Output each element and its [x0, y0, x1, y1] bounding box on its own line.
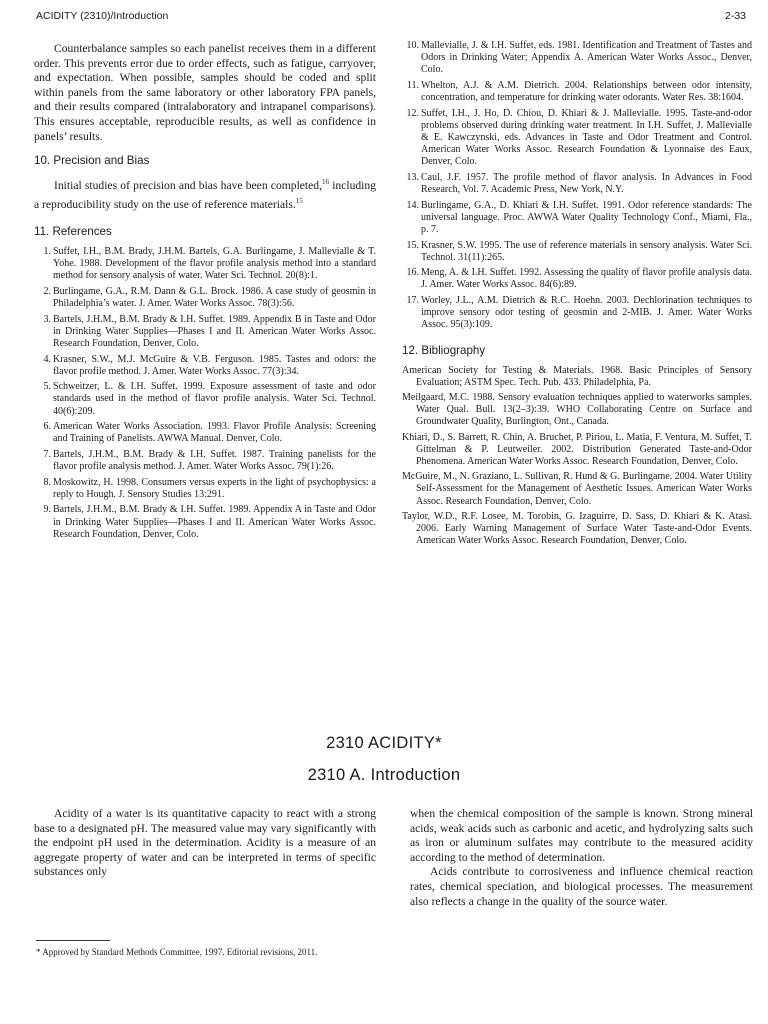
reference-text: Worley, J.L., A.M. Dietrich & R.C. Hoehn. 2003. Dechlorination techniques to improve sensory odor testing of geosmin and 2-MIB. J. Amer. Water Works Assoc. 95(3):109.	[421, 294, 752, 331]
reference-text: Krasner, S.W. 1995. The use of reference materials in sensory analysis. Water Sci. Technol. 31(11):265.	[421, 239, 752, 263]
citation-sup: 16	[322, 178, 329, 187]
reference-text: Krasner, S.W., M.J. McGuire & V.B. Ferguson. 1985. Tastes and odors: the flavor profile method. J. Amer. Water Works Assoc. 77(3):34.	[53, 353, 376, 377]
running-header: ACIDITY (2310)/Introduction	[36, 10, 169, 22]
reference-item	[402, 108, 752, 169]
reference-item	[402, 80, 752, 104]
reference-item	[34, 286, 376, 310]
reference-item	[402, 295, 752, 332]
intro-right-column	[410, 807, 753, 909]
reference-number: 8.	[43, 476, 51, 488]
reference-item	[34, 504, 376, 541]
footnote: * Approved by Standard Methods Committee, 1997. Editorial revisions, 2011.	[36, 947, 318, 957]
section-heading-references: 11. References	[34, 225, 112, 239]
reference-item	[34, 449, 376, 473]
reference-number: 3.	[43, 313, 51, 325]
reference-number: 7.	[43, 448, 51, 460]
reference-text: Bartels, J.H.M., B.M. Brady & I.H. Suffet. 1987. Training panelists for the flavor profile analysis method. J. Amer. Water Works Assoc. 79(1):26.	[53, 448, 376, 473]
reference-number: 14.	[406, 199, 419, 211]
reference-number: 11.	[406, 79, 419, 91]
precision-text: Initial studies of precision and bias have been completed,	[54, 179, 322, 193]
reference-number: 17.	[406, 294, 419, 306]
reference-number: 4.	[43, 353, 51, 365]
reference-number: 2.	[43, 285, 51, 297]
section-title: 2310 ACIDITY*	[326, 734, 442, 752]
reference-text: Whelton, A.J. & A.M. Dietrich. 2004. Relationships between odor intensity, concentration, and temperature for drinking water odorants. Water Res. 38:1604.	[421, 79, 752, 104]
reference-item	[34, 246, 376, 283]
bibliography-entry: Meilgaard, M.C. 1988. Sensory evaluation techniques applied to waterworks samples. Water Qual. Bull. 13(2–3):39. WHO Collaborating Centre on Surface and Groundwater Quality, Burlington, Ont., Canada.	[402, 391, 752, 428]
reference-number: 9.	[43, 504, 51, 516]
reference-text: Schweitzer, L. & I.H. Suffet. 1999. Exposure assessment of taste and odor standards used in the method of flavor profile analysis. Water Sci. Technol. 40(6):209.	[53, 381, 376, 417]
reference-number: 10.	[406, 40, 419, 51]
intro-paragraph: Counterbalance samples so each panelist receives them in a different order. This prevents error due to order effects, such as fatigue, carryover, and expectation. When possible, samples should be coded and split within panels from the same laboratory or other laboratory FPA panels, and their results compared (intralaboratory and intrapanel comparisons). This ensures acceptable, reproducible results, as well as confidence in panels’ results.	[34, 42, 376, 143]
reference-text: Mallevialle, J. & I.H. Suffet, eds. 1981. Identification and Treatment of Tastes and Odors in Drinking Water; Appendix A. American Water Works Assoc., Denver, Colo.	[421, 40, 752, 76]
reference-item	[402, 200, 752, 237]
bibliography-entry: McGuire, M., N. Graziano, L. Sullivan, R. Hund & G. Burlingame. 2004. Water Utility Self-Assessment for the Management of Aesthetic Issues. American Water Works Assoc. Research Foundation, Denver, Colo.	[402, 471, 752, 507]
acids-paragraph: Acids contribute to corrosiveness and influence chemical reaction rates, chemical speciation, and biological processes. The measurement also reflects a change in the quality of the source water.	[410, 865, 753, 908]
reference-list-right	[402, 40, 752, 332]
acidity-paragraph-continued: when the chemical composition of the sample is known. Strong mineral acids, weak acids such as carbonic and acetic, and hydrolyzing salts such as iron or aluminum sulfates may contribute to the measured acidity according to the method of determination.	[410, 807, 753, 864]
bibliography-entry: Khiari, D., S. Barrett, R. Chin, A. Bruchet, P. Piriou, L. Matia, F. Ventura, M. Suffet, T. Gittelman & P. Leutweiler. 2002. Distribution Generated Taste-and-Odor Phenomena. American Water Works Assoc. Research Foundation, Denver, Colo.	[402, 431, 752, 467]
reference-text: Meng, A. & I.H. Suffet. 1992. Assessing the quality of flavor profile analysis data. J. Amer. Water Works Assoc. 84(6):89.	[421, 267, 752, 291]
reference-number: 6.	[43, 421, 51, 433]
reference-item	[402, 172, 752, 196]
reference-text: American Water Works Association. 1993. Flavor Profile Analysis: Screening and Training of Panelists. AWWA Manual. Denver, Colo.	[53, 421, 376, 445]
reference-item	[34, 477, 376, 501]
reference-text: Suffet, I.H., B.M. Brady, J.H.M. Bartels, G.A. Burlingame, J. Mallevialle & T. Yohe. 1988. Development of the flavor profile analysis method into a standard method for sensory analysis of water. Water Sci. Technol. 20(8):1.	[53, 246, 376, 282]
section-heading-bibliography: 12. Bibliography	[402, 343, 486, 357]
subsection-title: 2310 A. Introduction	[307, 766, 461, 784]
acidity-paragraph: Acidity of a water is its quantitative capacity to react with a strong base to a designated pH. The measured value may vary significantly with the endpoint pH used in the determination. Acidity is a measure of an aggregate property of water and can be interpreted in terms of specific substances only	[34, 807, 376, 879]
reference-text: Suffet, I.H., J. Ho, D. Chiou, D. Khiari & J. Mallevialle. 1995. Taste-and-odor problems observed during drinking water treatment. In I.H. Suffet, J. Mallevialle & E. Kawczynski, eds. Advances in Taste and Odor Treatment and Control. American Water Works Assoc. Research Foundation & Lyonnaise des Eaux, Denver, Colo.	[421, 107, 752, 168]
page-number: 2-33	[724, 10, 746, 22]
footnote-rule	[36, 940, 110, 941]
right-column	[402, 40, 752, 550]
reference-number: 13.	[406, 171, 419, 183]
intro-left-column	[34, 807, 376, 880]
reference-number: 1.	[43, 246, 51, 258]
precision-text-2: including a reproducibility study on the use of reference materials.	[34, 179, 376, 211]
reference-item	[34, 381, 376, 418]
citation-sup: 15	[295, 196, 303, 205]
reference-text: Burlingame, G.A., R.M. Dann & G.L. Brock. 1986. A case study of geosmin in Philadelphia’s water. J. Amer. Water Works Assoc. 78(3):56.	[53, 285, 376, 310]
reference-item	[402, 40, 752, 77]
precision-paragraph	[34, 175, 376, 212]
reference-number: 12.	[406, 107, 419, 119]
reference-item	[34, 354, 376, 378]
reference-text: Caul, J.F. 1957. The profile method of flavor analysis. In Advances in Food Research, Vol. 7. Academic Press, New York, N.Y.	[421, 171, 752, 196]
section-heading-precision: 10. Precision and Bias	[34, 154, 150, 168]
reference-item	[34, 421, 376, 445]
reference-item	[402, 267, 752, 291]
reference-item	[34, 314, 376, 351]
reference-list-left	[34, 246, 376, 541]
bibliography-entry: Taylor, W.D., R.F. Losee, M. Torobin, G. Izaguirre, D. Sass, D. Khiari & K. Atasi. 2006. Early Warning Management of Surface Water Taste-and-Odor Events. American Water Works Assoc. Research Foundation, Denver, Colo.	[402, 510, 752, 547]
reference-text: Bartels, J.H.M., B.M. Brady & I.H. Suffet. 1989. Appendix B in Taste and Odor in Drinking Water Supplies—Phases I and II. American Water Works Assoc. Research Foundation, Denver, Colo.	[53, 313, 376, 350]
reference-number: 15.	[406, 239, 419, 251]
bibliography-entry: American Society for Testing & Materials. 1968. Basic Principles of Sensory Evaluation; ASTM Spec. Tech. Pub. 433. Philadelphia, Pa.	[402, 364, 752, 388]
reference-text: Bartels, J.H.M., B.M. Brady & I.H. Suffet. 1989. Appendix A in Taste and Odor in Drinking Water Supplies—Phases I and II. American Water Works Assoc. Research Foundation, Denver, Colo.	[53, 504, 376, 540]
reference-number: 5.	[43, 381, 51, 393]
left-column	[34, 42, 376, 544]
reference-text: Moskowitz, H. 1998. Consumers versus experts in the light of psychophysics: a reply to Hough. J. Sensory Studies 13:291.	[53, 476, 376, 500]
reference-number: 16.	[406, 267, 419, 279]
reference-text: Burlingame, G.A., D. Khiari & I.H. Suffet. 1991. Odor reference standards: The universal language. Proc. AWWA Water Quality Technology Conf., Miami, Fla., p. 7.	[421, 199, 752, 236]
reference-item	[402, 240, 752, 264]
